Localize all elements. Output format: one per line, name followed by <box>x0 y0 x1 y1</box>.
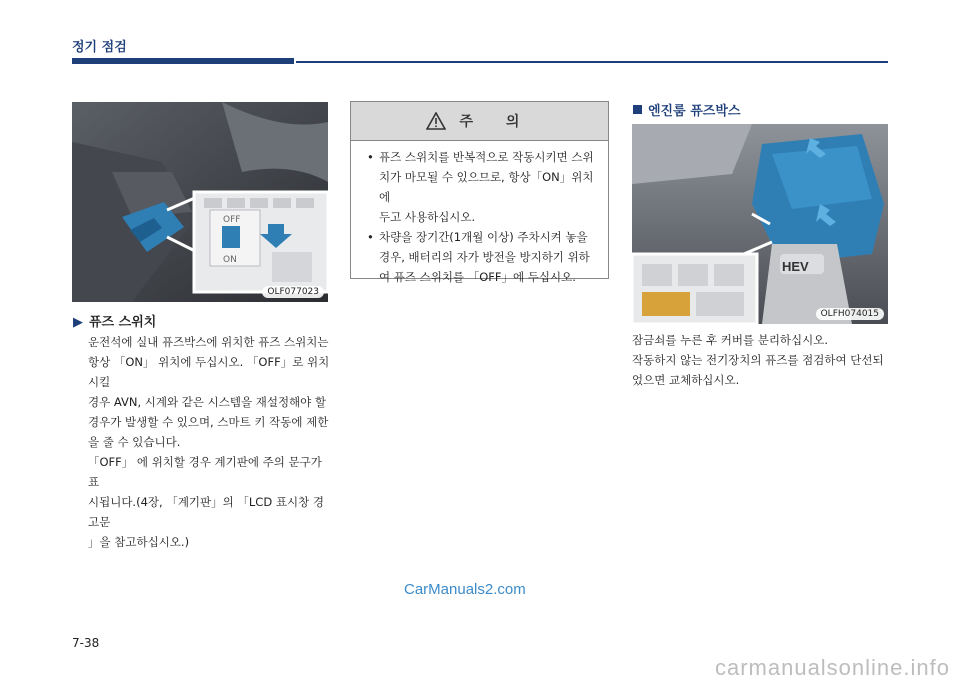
fuse-switch-heading-text: 퓨즈 스위치 <box>89 315 157 330</box>
paragraph-line: 잠금쇠를 누른 후 커버를 분리하십시오. <box>632 333 829 347</box>
section-title: 정기 점검 <box>72 40 127 55</box>
caution-line: 경우, 배터리의 자가 방전을 방지하기 위하 <box>379 250 590 264</box>
interior-fuse-switch-photo <box>72 102 328 302</box>
paragraph-line: 「OFF」 에 위치할 경우 계기판에 주의 문구가 표 <box>88 455 322 489</box>
page-number: 7-38 <box>72 636 100 650</box>
caution-line: 두고 사용하십시오. <box>379 210 476 224</box>
header-rule-thin <box>296 61 888 63</box>
engine-fuse-heading <box>633 100 740 119</box>
switch-on-label: ON <box>223 255 237 265</box>
interior-fuse-illustration <box>72 102 328 302</box>
paragraph-line: 었으면 교체하십시오. <box>632 373 740 387</box>
photo-code-label: OLFH074015 <box>816 308 884 320</box>
caution-item <box>369 147 596 227</box>
fuse-switch-heading <box>73 311 156 330</box>
caution-item <box>369 227 596 287</box>
caution-line: 치가 마모될 수 있으므로, 항상「ON」위치에 <box>379 170 594 204</box>
photo-code-label: OLF077023 <box>262 286 324 298</box>
watermark-text: CarManuals2.com <box>404 581 526 598</box>
header-rule-thick <box>72 58 294 64</box>
switch-off-label: OFF <box>223 215 241 225</box>
warning-triangle-icon <box>426 112 446 130</box>
engine-fuse-box-photo <box>632 124 888 324</box>
fuse-switch <box>222 226 240 248</box>
caution-header <box>351 102 608 141</box>
fuse-switch-description <box>88 332 332 552</box>
paragraph-line: 」을 참고하십시오.) <box>88 535 190 549</box>
caution-line: 차량을 장기간(1개월 이상) 주차시켜 놓을 <box>379 230 588 244</box>
paragraph-line: 경우가 발생할 수 있으며, 스마트 키 작동에 제한 <box>88 415 329 429</box>
paragraph-line: 을 줄 수 있습니다. <box>88 435 181 449</box>
caution-title: 주 의 <box>459 114 534 130</box>
triangle-right-icon: ▶ <box>73 315 83 330</box>
hev-label: HEV <box>782 259 809 274</box>
caution-line: 여 퓨즈 스위치를 「OFF」에 두십시오. <box>379 270 576 284</box>
paragraph-line: 운전석에 실내 퓨즈박스에 위치한 퓨즈 스위치는 <box>88 335 329 349</box>
engine-fuse-heading-text: 엔진룸 퓨즈박스 <box>648 104 741 119</box>
paragraph-line: 경우 AVN, 시계와 같은 시스템을 재설정해야 할 <box>88 395 327 409</box>
square-bullet-icon <box>633 105 642 114</box>
caution-line: 퓨즈 스위치를 반복적으로 작동시키면 스위 <box>379 150 594 164</box>
caution-list <box>351 141 608 287</box>
paragraph-line: 작동하지 않는 전기장치의 퓨즈를 점검하여 단선되 <box>632 353 884 367</box>
footer-site-text: carmanualsonline.info <box>714 655 950 680</box>
engine-fuse-illustration <box>632 124 888 324</box>
engine-fuse-description <box>632 330 890 390</box>
paragraph-line: 항상 「ON」 위치에 두십시오. 「OFF」로 위치시킬 <box>88 355 330 389</box>
caution-box <box>350 101 609 284</box>
paragraph-line: 시됩니다.(4장, 「계기판」의 「LCD 표시창 경고문 <box>88 495 324 529</box>
